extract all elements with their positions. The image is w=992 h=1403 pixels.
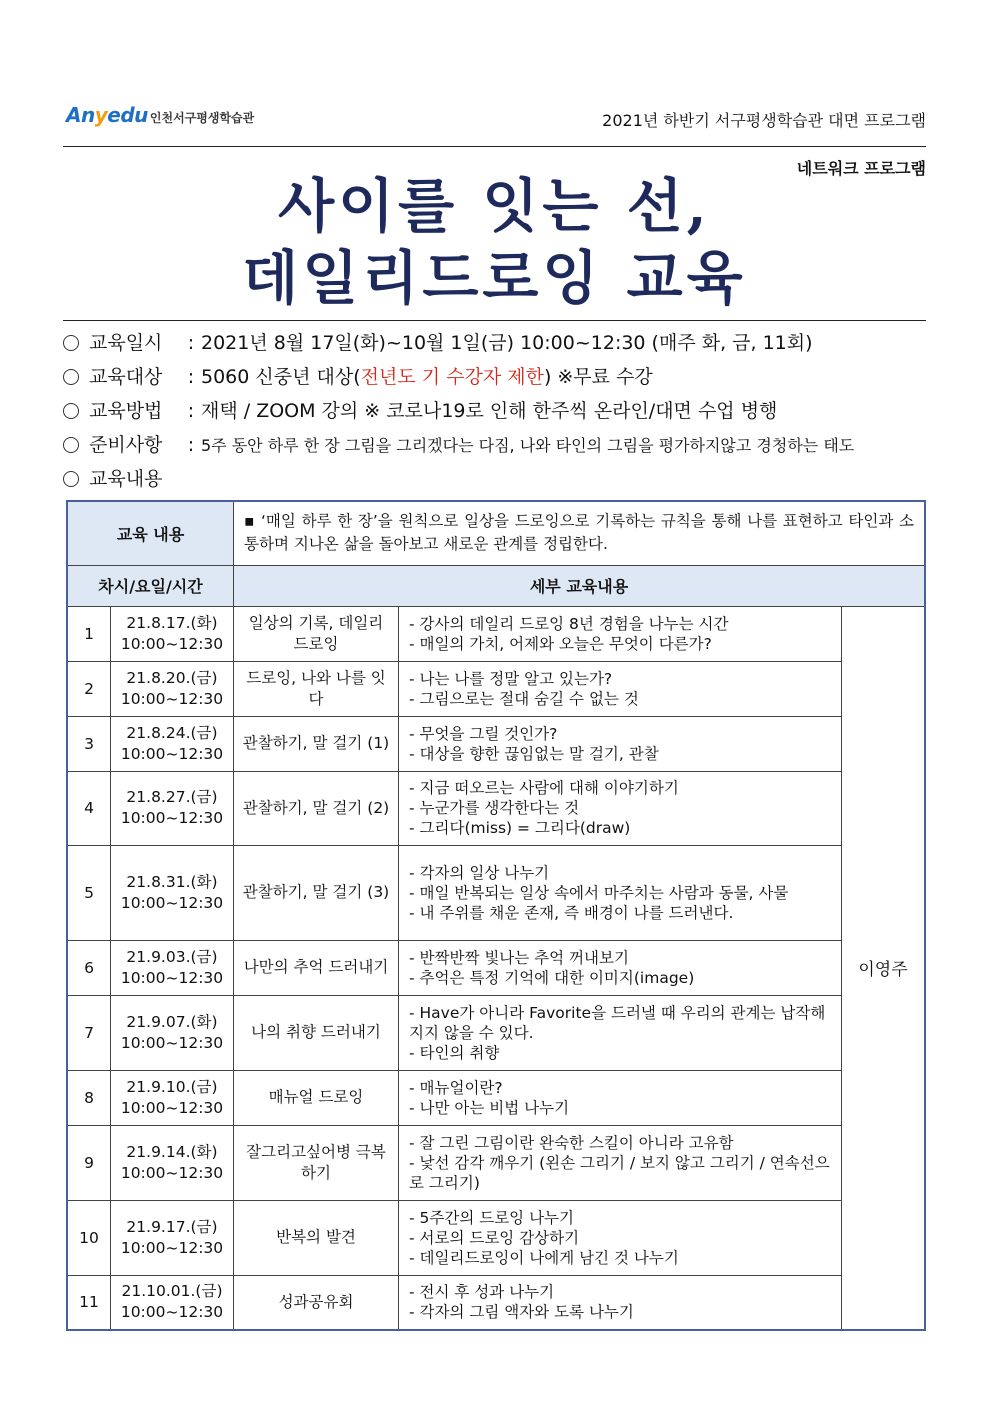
session-datetime [111, 1125, 234, 1200]
session-details [399, 771, 842, 845]
session-number: 11 [67, 1275, 111, 1330]
table-row [67, 1200, 925, 1275]
detail-line: - 서로의 드로잉 감상하기 [409, 1228, 580, 1247]
table-intro-row [67, 501, 925, 565]
session-time: 10:00~12:30 [120, 1163, 224, 1182]
detail-line: - 데일리드로잉이 나에게 남긴 것 나누기 [409, 1248, 679, 1267]
session-details [399, 995, 842, 1070]
session-number: 10 [67, 1200, 111, 1275]
divider [63, 146, 926, 147]
table-row [67, 940, 925, 995]
info-preparation: 준비사항 : 5주 동안 하루 한 장 그림을 그리겠다는 다짐, 나와 타인의 그림을 평가하지않고 경청하는 태도 [63, 430, 926, 464]
circle-bullet-icon [63, 437, 79, 453]
circle-bullet-icon [63, 471, 79, 487]
detail-line: - 강사의 데일리 드로잉 8년 경험을 나누는 시간 [409, 614, 729, 633]
session-details [399, 845, 842, 940]
session-date: 21.8.27.(금) [126, 788, 218, 806]
session-date: 21.9.10.(금) [126, 1077, 218, 1096]
circle-bullet-icon [63, 403, 79, 419]
session-time: 10:00~12:30 [120, 634, 224, 653]
table-row [67, 606, 925, 661]
table-row [67, 995, 925, 1070]
session-time: 10:00~12:30 [120, 1303, 224, 1322]
session-date: 21.8.20.(금) [126, 668, 218, 687]
info-target: 교육대상 : 5060 신중년 대상( 전년도 기 수강자 제한 ) ※무료 수강 [63, 362, 926, 396]
table-row [67, 845, 925, 940]
session-number: 2 [67, 661, 111, 716]
table-header-row [67, 565, 925, 606]
table-row [67, 1275, 925, 1330]
session-datetime [111, 661, 234, 716]
detail-line: - 그림으로는 절대 숨길 수 없는 것 [409, 689, 639, 708]
col-header-schedule: 차시/요일/시간 [67, 565, 234, 606]
table-row [67, 661, 925, 716]
detail-line: - 그리다(miss) = 그리다(draw) [409, 819, 631, 837]
session-topic: 성과공유회 [234, 1275, 399, 1330]
instructor-name: 이영주 [842, 606, 926, 1330]
session-date: 21.9.14.(화) [126, 1142, 218, 1161]
detail-line: - 각자의 일상 나누기 [409, 863, 550, 882]
session-datetime [111, 1275, 234, 1330]
session-date: 21.8.17.(화) [126, 613, 218, 632]
session-details [399, 606, 842, 661]
detail-line: - 나는 나를 정말 알고 있는가? [409, 669, 613, 688]
logo-mark: Anyedu [66, 103, 148, 127]
detail-line: - 5주간의 드로잉 나누기 [409, 1208, 574, 1227]
table-row [67, 1125, 925, 1200]
session-topic: 관찰하기, 말 걸기 (1) [234, 716, 399, 771]
session-details [399, 716, 842, 771]
session-datetime [111, 995, 234, 1070]
col-header-detail: 세부 교육내용 [234, 565, 926, 606]
info-list [63, 328, 926, 498]
session-number: 7 [67, 995, 111, 1070]
session-date: 21.10.01.(금) [121, 1282, 223, 1301]
detail-line: - 매뉴얼이란? [409, 1078, 503, 1097]
detail-line: - 매일 반복되는 일상 속에서 마주치는 사람과 동물, 사물 [409, 883, 789, 902]
detail-line: - 지금 떠오르는 사람에 대해 이야기하기 [409, 779, 679, 797]
detail-line: - 각자의 그림 액자와 도록 나누기 [409, 1303, 634, 1322]
session-time: 10:00~12:30 [120, 1033, 224, 1052]
detail-line: - 낯선 감각 깨우기 (왼손 그리기 / 보지 않고 그리기 / 연속선으로 그리기) [409, 1153, 830, 1192]
detail-line: - 무엇을 그릴 것인가? [409, 724, 558, 743]
session-topic: 일상의 기록, 데일리 드로잉 [234, 606, 399, 661]
session-details [399, 1275, 842, 1330]
session-topic: 나만의 추억 드러내기 [234, 940, 399, 995]
session-number: 4 [67, 771, 111, 845]
table-row [67, 716, 925, 771]
session-details [399, 661, 842, 716]
session-topic: 관찰하기, 말 걸기 (2) [234, 771, 399, 845]
session-topic: 잘그리고싶어병 극복하기 [234, 1125, 399, 1200]
intro-text: ▪ ‘매일 하루 한 장’을 원칙으로 일상을 드로잉으로 기록하는 규칙을 통해 나를 표현하고 타인과 소통하며 지나온 삶을 돌아보고 새로운 관계를 정립한다. [234, 501, 926, 565]
session-details [399, 1200, 842, 1275]
program-title: 2021년 하반기 서구평생학습관 대면 프로그램 [602, 111, 926, 130]
logo [66, 103, 254, 127]
session-number: 5 [67, 845, 111, 940]
session-datetime [111, 606, 234, 661]
restriction-note: 전년도 기 수강자 제한 [360, 366, 544, 388]
divider [63, 320, 926, 321]
detail-line: - 반짝반짝 빛나는 추억 꺼내보기 [409, 948, 629, 967]
info-content: 교육내용 [63, 464, 926, 498]
session-time: 10:00~12:30 [120, 893, 224, 912]
session-number: 1 [67, 606, 111, 661]
session-date: 21.8.24.(금) [126, 723, 218, 742]
info-date: 교육일시 : 2021년 8월 17일(화)~10월 1일(금) 10:00~12:30 (매주 화, 금, 11회) [63, 328, 926, 362]
detail-line: - 내 주위를 채운 존재, 즉 배경이 나를 드러낸다. [409, 903, 734, 922]
session-topic: 드로잉, 나와 나를 잇다 [234, 661, 399, 716]
session-time: 10:00~12:30 [120, 1238, 224, 1257]
session-datetime [111, 771, 234, 845]
session-details [399, 1125, 842, 1200]
session-date: 21.8.31.(화) [126, 872, 218, 891]
session-topic: 관찰하기, 말 걸기 (3) [234, 845, 399, 940]
detail-line: - 잘 그린 그림이란 완숙한 스킬이 아니라 고유함 [409, 1133, 734, 1152]
session-time: 10:00~12:30 [120, 1098, 224, 1117]
session-date: 21.9.17.(금) [126, 1217, 218, 1236]
circle-bullet-icon [63, 369, 79, 385]
session-time: 10:00~12:30 [120, 744, 224, 763]
title-line-2: 데일리드로잉 교육 [242, 244, 747, 312]
table-row [67, 1070, 925, 1125]
intro-label: 교육 내용 [67, 501, 234, 565]
info-method: 교육방법 : 재택 / ZOOM 강의 ※ 코로나19로 인해 한주씩 온라인/대면 수업 병행 [63, 396, 926, 430]
session-number: 6 [67, 940, 111, 995]
session-topic: 반복의 발견 [234, 1200, 399, 1275]
circle-bullet-icon [63, 335, 79, 351]
detail-line: - 나만 아는 비법 나누기 [409, 1098, 570, 1117]
session-topic: 매뉴얼 드로잉 [234, 1070, 399, 1125]
session-time: 10:00~12:30 [120, 689, 224, 708]
session-details [399, 1070, 842, 1125]
detail-line: - 누군가를 생각한다는 것 [409, 799, 580, 817]
detail-line: - 타인의 취향 [409, 1043, 500, 1062]
session-number: 9 [67, 1125, 111, 1200]
session-datetime [111, 1200, 234, 1275]
session-time: 10:00~12:30 [120, 968, 224, 987]
session-number: 3 [67, 716, 111, 771]
session-details [399, 940, 842, 995]
detail-line: - Have가 아니라 Favorite을 드러낼 때 우리의 관계는 납작해지지 않을 수 있다. [409, 1003, 826, 1042]
detail-line: - 매일의 가치, 어제와 오늘은 무엇이 다른가? [409, 634, 712, 653]
page-title [63, 170, 926, 314]
session-date: 21.9.07.(화) [126, 1012, 218, 1031]
program-category: 네트워크 프로그램 [796, 159, 926, 178]
detail-line: - 대상을 향한 끊임없는 말 걸기, 관찰 [409, 744, 659, 763]
session-datetime [111, 845, 234, 940]
logo-org-name: 인천서구평생학습관 [149, 111, 255, 125]
session-number: 8 [67, 1070, 111, 1125]
detail-line: - 추억은 특정 기억에 대한 이미지(image) [409, 968, 695, 987]
session-datetime [111, 940, 234, 995]
detail-line: - 전시 후 성과 나누기 [409, 1283, 555, 1302]
schedule-table [66, 500, 926, 1331]
session-datetime [111, 1070, 234, 1125]
session-topic: 나의 취향 드러내기 [234, 995, 399, 1070]
title-line-1: 사이를 잇는 선, [278, 172, 711, 240]
session-datetime [111, 716, 234, 771]
table-row [67, 771, 925, 845]
session-time: 10:00~12:30 [120, 809, 224, 827]
session-date: 21.9.03.(금) [126, 947, 218, 966]
